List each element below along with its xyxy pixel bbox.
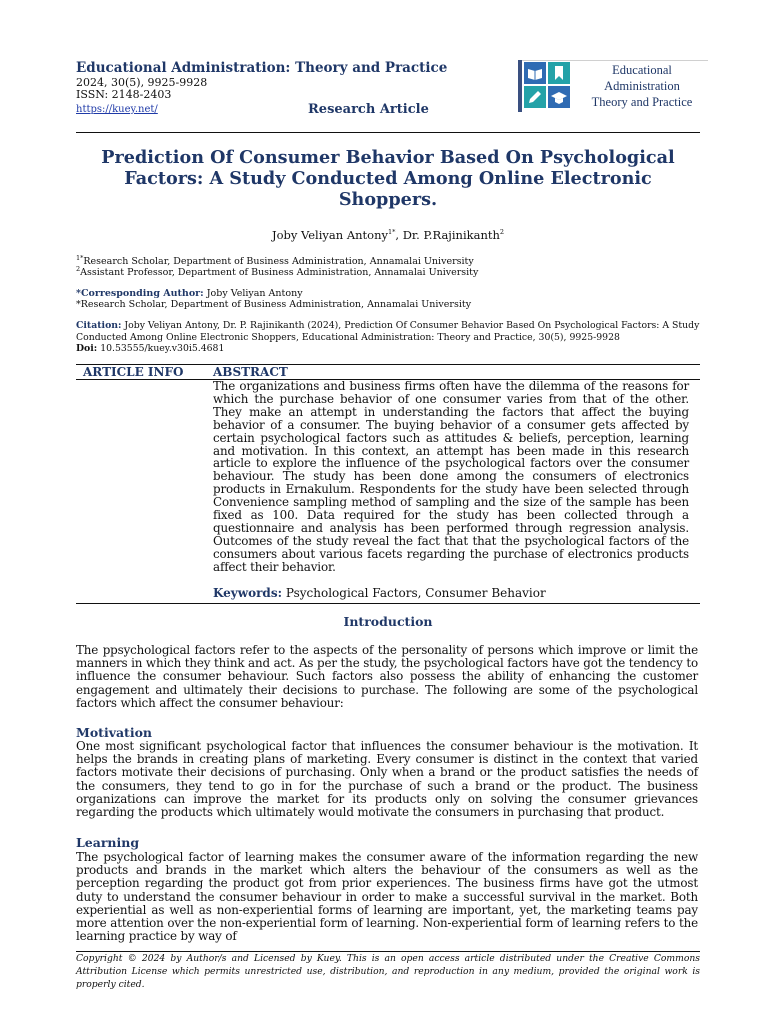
- keywords: [213, 586, 546, 600]
- corresponding-author: [76, 288, 303, 299]
- abstract-text: The organizations and business firms often have the dilemma of the reasons for which the purchase behavior of one consumer varies from that of the other. They make an attempt in understanding the factors that affect the buying behavior of a consumer. The buying behavior of a consumer gets affected by certain psychological factors such as attitudes & beliefs, perception, learning and motivation. In this context, an attempt has been made in this research article to explore the influence of the psychological factors over the consumer behaviour. The study has been done among the consumers of electronics products in Ernakulum. Respondents for the study have been selected through Convenience sampling method of sampling and the size of the sample has been fixed as 100. Data required for the study has been collected through a questionnaire and analysis has been performed through regression analysis. Outcomes of the study reveal the fact that that the psychological factors of the consumers about various facets regarding the purchase of electronics products affect their behavior.: [213, 379, 689, 574]
- journal-name: Educational Administration: Theory and Practice: [76, 60, 448, 76]
- affiliation-2-sup: 2: [76, 265, 81, 273]
- paper-title: Prediction Of Consumer Behavior Based On Psychological Factors: A Study Conducted Among Online Electronic Shoppers.: [101, 147, 675, 210]
- author-2-sup: 2: [499, 228, 505, 237]
- logo-icon-grid: [524, 62, 570, 108]
- book-icon: [524, 62, 546, 84]
- logo-text: [574, 62, 710, 110]
- intro-heading: Introduction: [343, 614, 433, 629]
- author-1-sup: 1*: [388, 228, 396, 237]
- pencil-icon: [524, 86, 546, 108]
- citation-label: Citation:: [76, 320, 122, 331]
- affiliation-2-text: Assistant Professor, Department of Business Administration, Annamalai University: [80, 267, 479, 279]
- abstract-heading: ABSTRACT: [213, 365, 288, 379]
- affiliation-2: [76, 265, 478, 278]
- logo-line-2: Administration: [604, 79, 680, 93]
- logo-line-3: Theory and Practice: [591, 95, 693, 109]
- graduation-cap-icon: [548, 86, 570, 108]
- intro-paragraph: The ppsychological factors refer to the aspects of the personality of persons which improve or limit the manners in which they think and act. As per the study, the psychological factors have got the tendency to influence the consumer behaviour. Such factors also possess the ability of enhancing the customer engagement and ultimately their decisions to purchase. The following are some of the psychological factors which affect the consumer behaviour:: [76, 643, 698, 710]
- corresponding-name: Joby Veliyan Antony: [203, 288, 303, 299]
- journal-header: [76, 60, 706, 132]
- journal-logo: [518, 60, 708, 112]
- logo-line-1: Educational: [612, 63, 672, 77]
- learning-heading: Learning: [76, 835, 140, 850]
- article-type: Research Article: [308, 102, 429, 117]
- logo-bar: [518, 60, 522, 112]
- doi-label: Doi:: [76, 343, 98, 355]
- author-1: Joby Veliyan Antony: [271, 228, 388, 242]
- doi-value: 10.53555/kuey.v30i5.4681: [97, 343, 225, 355]
- affiliation-1-text: Research Scholar, Department of Business Administration, Annamalai University: [83, 256, 474, 268]
- keywords-label: Keywords:: [213, 586, 283, 600]
- citation-text: Joby Veliyan Antony, Dr. P. Rajinikanth (2024), Prediction Of Consumer Behavior Based On Psychological Factors: A Study Conducted Among Online Electronic Shoppers, Educational Administration: Theory and Practice, 30(5), 9925-9928: [76, 320, 700, 343]
- bookmark-icon: [548, 62, 570, 84]
- motivation-heading: Motivation: [76, 725, 153, 740]
- journal-issn: ISSN: 2148-2403: [76, 88, 172, 101]
- author-line: [76, 228, 700, 242]
- header-divider: [76, 132, 700, 133]
- corresponding-affiliation: *Research Scholar, Department of Business Administration, Annamalai University: [76, 299, 472, 310]
- affiliation-1-sup: 1*: [76, 254, 84, 262]
- corresponding-label: *Corresponding Author:: [76, 288, 204, 299]
- citation-block: [76, 320, 700, 355]
- keywords-text: Psychological Factors, Consumer Behavior: [282, 586, 546, 600]
- author-2: Dr. P.Rajinikanth: [402, 228, 500, 242]
- motivation-paragraph: One most significant psychological factor that influences the consumer behaviour is the motivation. It helps the brands in creating plans of marketing. Every consumer is distinct in the context that varied factors motivate their decisions of purchasing. Only when a brand or the product satisfies the needs of the consumers, they tend to go in for the purchase of such a brand or the product. The business organizations can improve the market for its products only on solving the consumer grievances regarding the products which ultimately would motivate the consumers in purchasing that product.: [76, 739, 698, 820]
- article-info-heading: ARTICLE INFO: [83, 365, 184, 379]
- copyright-footer: Copyright © 2024 by Author/s and Licensed by Kuey. This is an open access article distributed under the Creative Commons Attribution License which permits unrestricted use, distribution, and reproduction in any medium, provided the original work is properly cited.: [76, 953, 700, 990]
- learning-paragraph: The psychological factor of learning makes the consumer aware of the information regarding the new products and brands in the market which alters the behaviour of the consumers as well as the perception regarding the product got from prior experiences. The business firms have got the utmost duty to understand the consumer behaviour in order to make a successful survival in the market. Both experiential as well as non-experiential forms of learning are important, yet, the marketing teams pay more attention over the non-experiential form of learning. Non-experiential form of learning refers to the learning practice by way of: [76, 850, 698, 944]
- journal-url-link[interactable]: https://kuey.net/: [76, 104, 158, 115]
- author-separator: ,: [395, 228, 403, 242]
- journal-volume-pages: 2024, 30(5), 9925-9928: [76, 76, 208, 89]
- article-info-bottom-rule: [76, 603, 700, 604]
